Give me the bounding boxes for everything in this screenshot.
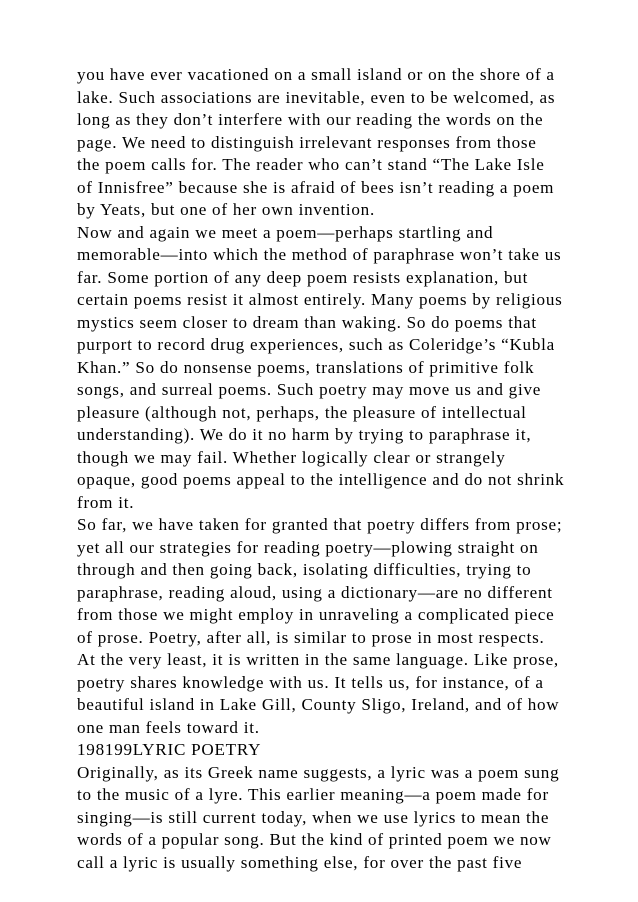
text-line: you have ever vacationed on a small island or on the shore of a bbox=[77, 65, 555, 84]
text-line: mystics seem closer to dream than waking. So do poems that bbox=[77, 312, 537, 332]
text-line: opaque, good poems appeal to the intelligence and do not shrink bbox=[77, 470, 565, 489]
text-line: paraphrase, reading aloud, using a dictionary—are no different bbox=[77, 582, 553, 602]
text-line: Now and again we meet a poem—perhaps startling and bbox=[77, 222, 494, 242]
text-line: At the very least, it is written in the same language. Like prose, bbox=[77, 650, 559, 669]
text-line: one man feels toward it. bbox=[77, 717, 260, 737]
text-line: words of a popular song. But the kind of printed poem we now bbox=[77, 830, 552, 849]
text-line: Originally, as its Greek name suggests, a lyric was a poem sung bbox=[77, 762, 560, 782]
text-line: long as they don’t interfere with our reading the words on the bbox=[77, 110, 544, 129]
text-line: of Innisfree” because she is afraid of bees isn’t reading a poem bbox=[77, 177, 555, 197]
text-line: the poem calls for. The reader who can’t stand “The Lake Isle bbox=[77, 155, 545, 174]
text-line: by Yeats, but one of her own invention. bbox=[77, 200, 375, 219]
text-line: So far, we have taken for granted that poetry differs from prose; bbox=[77, 515, 563, 534]
text-line: to the music of a lyre. This earlier meaning—a poem made for bbox=[77, 785, 549, 804]
section-heading: 198199LYRIC POETRY bbox=[77, 740, 262, 759]
document-page bbox=[77, 64, 567, 874]
text-line: call a lyric is usually something else, for over the past five bbox=[77, 852, 523, 872]
text-line: purport to record drug experiences, such as Coleridge’s “Kubla bbox=[77, 335, 555, 354]
text-line: certain poems resist it almost entirely. Many poems by religious bbox=[77, 290, 563, 309]
text-line: songs, and surreal poems. Such poetry may move us and give bbox=[77, 380, 542, 399]
text-line: understanding). We do it no harm by trying to paraphrase it, bbox=[77, 425, 532, 444]
text-line: from it. bbox=[77, 492, 135, 512]
text-line: though we may fail. Whether logically clear or strangely bbox=[77, 447, 506, 467]
text-line: far. Some portion of any deep poem resists explanation, but bbox=[77, 267, 529, 287]
text-line: yet all our strategies for reading poetry—plowing straight on bbox=[77, 537, 539, 557]
text-line: from those we might employ in unraveling a complicated piece bbox=[77, 605, 555, 624]
text-line: poetry shares knowledge with us. It tells us, for instance, of a bbox=[77, 672, 544, 692]
text-line: memorable—into which the method of paraphrase won’t take us bbox=[77, 245, 562, 264]
text-line: of prose. Poetry, after all, is similar to prose in most respects. bbox=[77, 627, 545, 647]
text-line: beautiful island in Lake Gill, County Sligo, Ireland, and of how bbox=[77, 695, 560, 714]
text-line: through and then going back, isolating difficulties, trying to bbox=[77, 560, 532, 579]
text-line: pleasure (although not, perhaps, the pleasure of intellectual bbox=[77, 402, 527, 422]
text-line: page. We need to distinguish irrelevant responses from those bbox=[77, 132, 537, 152]
text-line: singing—is still current today, when we use lyrics to mean the bbox=[77, 807, 550, 827]
text-line: Khan.” So do nonsense poems, translations of primitive folk bbox=[77, 357, 535, 377]
text-line: lake. Such associations are inevitable, even to be welcomed, as bbox=[77, 87, 556, 107]
